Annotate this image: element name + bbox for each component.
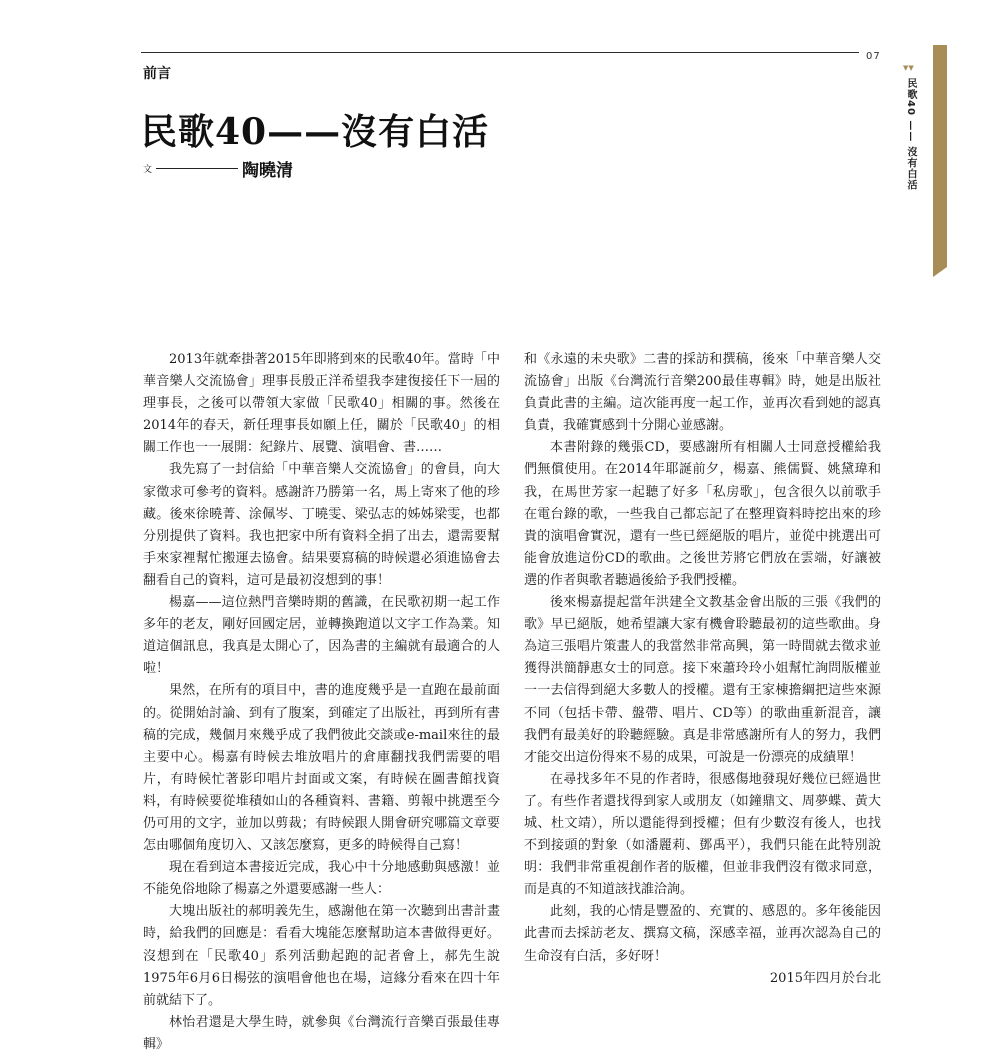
byline-rule	[156, 168, 238, 169]
paragraph: 楊嘉——這位熱門音樂時期的舊識，在民歌初期一起工作多年的老友，剛好回國定居，並轉換跑道以文字工作為業。知道這個訊息，我真是太開心了，因為書的主編就有最適合的人啦！	[143, 595, 500, 677]
top-rule	[141, 52, 859, 53]
section-label: 前言	[143, 66, 171, 82]
paragraph: 本書附錄的幾張CD，要感謝所有相關人士同意授權給我們無償使用。在2014年耶誕前夕，楊嘉、熊儒賢、姚黛瑋和我，在馬世芳家一起聽了好多「私房歌」，包含很久以前歌手在電台錄的歌，一些我自己都忘記了在整理資料時挖出來的珍貴的演唱會實況，還有一些已經絕版的唱片，並從中挑選出可能會放進這份CD的歌曲。之後世芳將它們放在雲端，好讓被選的作者與歌者聽過後給予我們授權。	[524, 440, 881, 588]
paragraph: 現在看到這本書接近完成，我心中十分地感動與感激！並不能免俗地除了楊嘉之外還要感謝一些人：	[143, 860, 500, 898]
signature: 2015年四月於台北	[769, 970, 881, 986]
byline-label: 文	[143, 165, 153, 175]
body-column-right	[524, 349, 881, 990]
paragraph: 2013年就牽掛著2015年即將到來的民歌40年。當時「中華音樂人交流協會」理事長殷正洋希望我李建復接任下一屆的理事長，之後可以帶領大家做「民歌40」相關的事。然後在2014年的春天，新任理事長如願上任，關於「民歌40」的相關工作也一一展開：紀錄片、展覽、演唱會、書……	[143, 352, 500, 456]
body-column-left	[143, 349, 500, 1056]
running-header: 民歌40 —— 沒有白活	[905, 78, 916, 191]
paragraph: 林怡君還是大學生時，就參與《台灣流行音樂百張最佳專輯》	[143, 1014, 500, 1052]
paragraph: 果然，在所有的項目中，書的進度幾乎是一直跑在最前面的。從開始討論、到有了腹案，到確定了出版社，再到所有書稿的完成，幾個月來幾乎成了我們彼此交談或e-mail來往的最主要中心。楊嘉有時候去堆放唱片的倉庫翻找我們需要的唱片，有時候忙著影印唱片封面或文案，有時候在圖書館找資料，有時候要從堆積如山的各種資料、書籍、剪報中挑選至今仍可用的文字，並加以剪裁；有時候跟人開會研究哪篇文章要怎由哪個角度切入、又該怎麼寫，更多的時候得自己寫！	[143, 683, 500, 854]
paragraph: 後來楊嘉提起當年洪建全文教基金會出版的三張《我們的歌》早已絕版，她希望讓大家有機會聆聽最初的這些歌曲。身為這三張唱片策畫人的我當然非常高興，第一時間就去徵求並獲得洪簡靜惠女士的同意。接下來蕭玲玲小姐幫忙詢問版權並一一去信得到絕大多數人的授權。還有王家棟擔綱把這些來源不同（包括卡帶、盤帶、唱片、CD等）的歌曲重新混音，讓我們有最美好的聆聽經驗。真是非常感謝所有人的努力，我們才能交出這份得來不易的成果，可說是一份漂亮的成績單！	[524, 595, 881, 765]
paragraph: 在尋找多年不見的作者時，很感傷地發現好幾位已經過世了。有些作者還找得到家人或朋友（如鐘鼎文、周夢蝶、黃大城、杜文靖），所以還能得到授權；但有少數沒有後人，也找不到接頭的對象（如潘麗莉、鄧禹平），我們只能在此特別說明：我們非常重視創作者的版權，但並非我們沒有徵求同意，而是真的不知道該找誰洽詢。	[524, 771, 881, 898]
triangle-markers-icon: ▼▼	[903, 64, 914, 72]
page-title: 民歌40——沒有白活	[141, 111, 490, 153]
paragraph-continued: 和《永遠的未央歌》二書的採訪和撰稿，後來「中華音樂人交流協會」出版《台灣流行音樂200最佳專輯》時，她是出版社負責此書的主編。這次能再度一起工作，並再次看到她的認真負責，我確實感到十分開心並感謝。	[524, 352, 881, 434]
chapter-tab	[933, 45, 947, 267]
page-number: 07	[866, 51, 881, 62]
paragraph: 我先寫了一封信給「中華音樂人交流協會」的會員，向大家徵求可參考的資料。感謝許乃勝第一名，馬上寄來了他的珍藏。後來徐曉菁、涂佩岑、丁曉雯、梁弘志的姊姊梁雯，也都分別提供了資料。我也把家中所有資料全捐了出去，還需要幫手來家裡幫忙搬運去協會。結果要寫稿的時候還必須進協會去翻看自己的資料，這可是最初沒想到的事！	[143, 462, 500, 588]
paragraph: 大塊出版社的郝明義先生，感謝他在第一次聽到出書計畫時，給我們的回應是：看看大塊能怎麼幫助這本書做得更好。沒想到在「民歌40」系列活動起跑的記者會上，郝先生說1975年6月6日楊弦的演唱會他也在場，這緣分看來在四十年前就結下了。	[143, 904, 500, 1008]
byline	[143, 156, 293, 181]
paragraph: 此刻，我的心情是豐盈的、充實的、感恩的。多年後能因此書而去採訪老友、撰寫文稿，深感幸福，並再次認為自己的生命沒有白活，多好呀！	[524, 904, 881, 964]
author-name: 陶曉清	[242, 161, 294, 181]
